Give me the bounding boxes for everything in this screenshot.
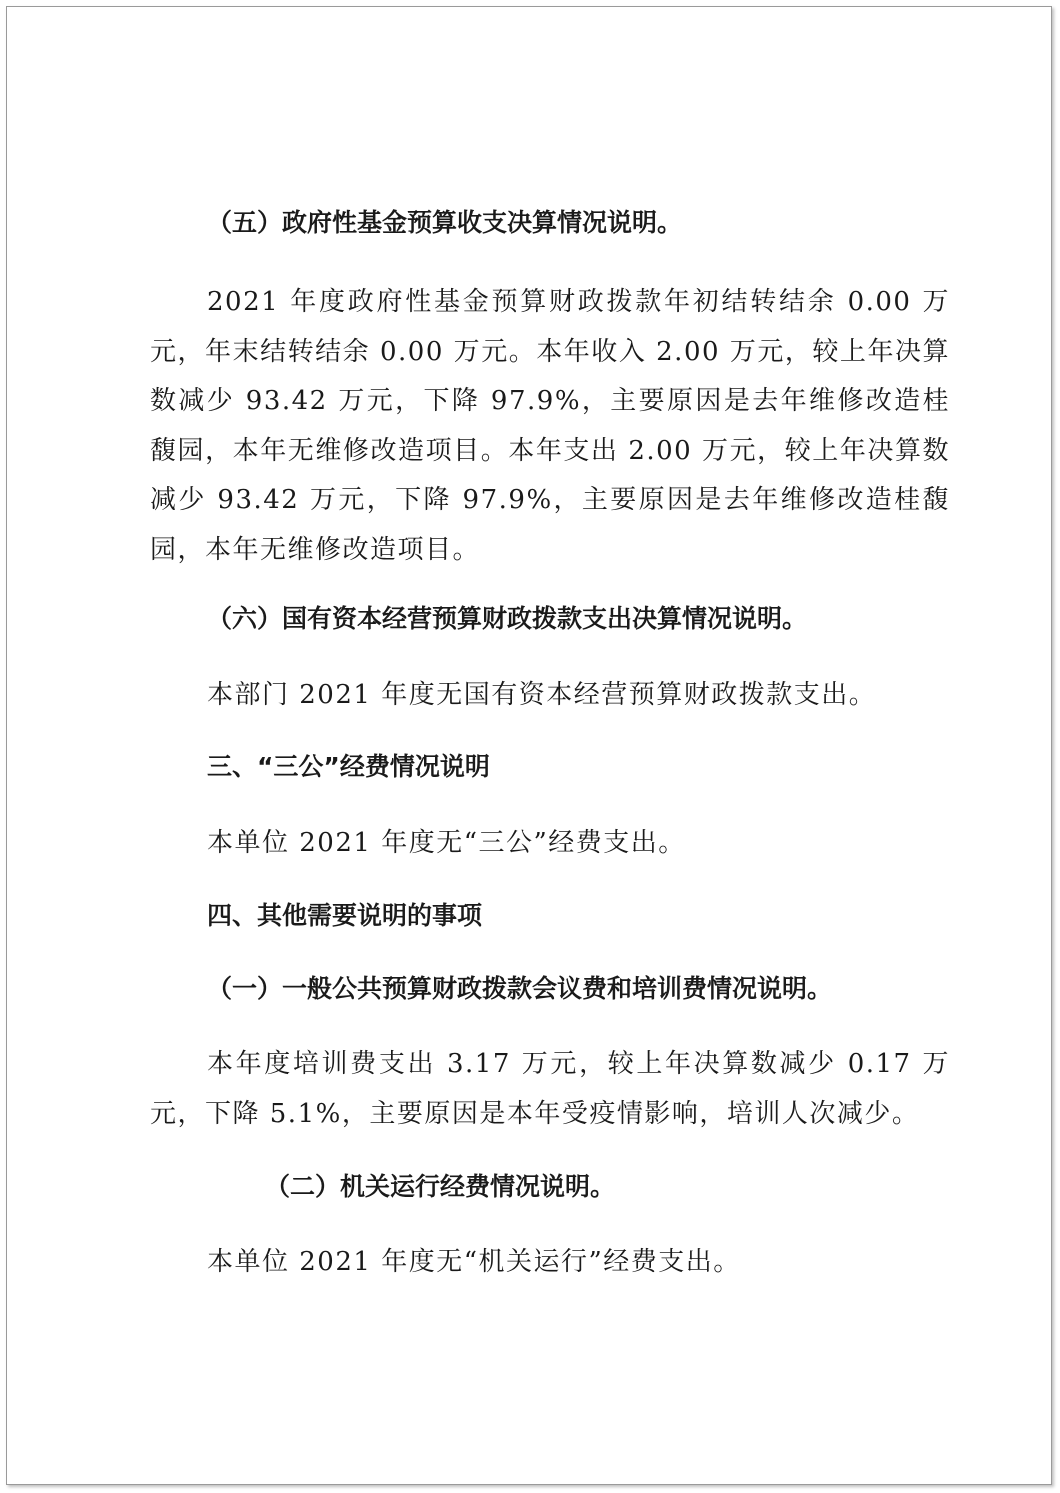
section-6-body: 本部门 2021 年度无国有资本经营预算财政拨款支出。 [207,680,877,710]
part-4-sub1-heading: （一）一般公共预算财政拨款会议费和培训费情况说明。 [207,974,833,1003]
part-4-sub2-heading: （二）机关运行经费情况说明。 [265,1172,616,1201]
section-5-body: 2021 年度政府性基金预算财政拨款年初结转结余 0.00 万元，年末结转结余 0.00 万元。本年收入 2.00 万元，较上年决算数减少 93.42 万元，下降 97.9%，主要原因是去年维修改造桂馥园，本年无维修改造项目。本年支出 2.00 万元，较上年决算数减少 93.42 万元，下降 97.9%，主要原因是去年维修改造桂馥园，本年无维修改造项目。 [150,287,950,565]
part-4-heading: 四、其他需要说明的事项 [207,901,483,930]
section-5-heading: （五）政府性基金预算收支决算情况说明。 [207,208,683,237]
section-6-heading: （六）国有资本经营预算财政拨款支出决算情况说明。 [207,604,808,633]
part-4-sub1-body: 本年度培训费支出 3.17 万元，较上年决算数减少 0.17 万元，下降 5.1%，主要原因是本年受疫情影响，培训人次减少。 [150,1049,950,1129]
document-page [6,6,1052,1485]
part-3-heading: 三、“三公”经费情况说明 [207,752,490,781]
part-4-sub2-body: 本单位 2021 年度无“机关运行”经费支出。 [207,1247,741,1277]
part-3-body: 本单位 2021 年度无“三公”经费支出。 [207,828,686,858]
